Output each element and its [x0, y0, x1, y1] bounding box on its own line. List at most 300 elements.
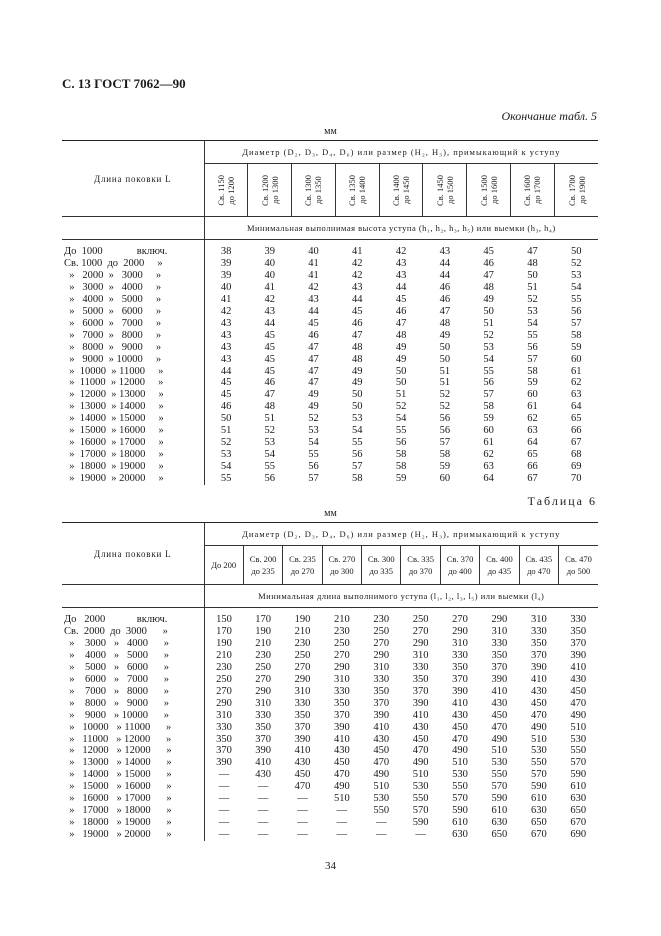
table5-unit: мм [324, 126, 337, 137]
table-row [62, 318, 598, 330]
table-cell: 570 [412, 805, 429, 817]
table-cell: 46 [308, 329, 319, 341]
table-cell: 230 [216, 661, 232, 673]
table-cell: 310 [255, 697, 271, 709]
table-cell: 550 [412, 793, 429, 805]
table-cell: 57 [527, 353, 538, 365]
table-row [62, 389, 598, 401]
range-from: Св. 1450 [434, 174, 445, 206]
table-row [62, 650, 598, 662]
table-cell: 470 [373, 757, 390, 769]
table-cell: 51 [220, 425, 232, 437]
table5-range-label [303, 175, 323, 206]
range-to: до 235 [251, 566, 275, 576]
row-length-label: » 2000 » 3000 » [62, 270, 204, 282]
table-cell: 390 [412, 697, 429, 709]
table-cell: 38 [220, 246, 232, 257]
table-cell: 45 [308, 317, 319, 329]
table-cell: 190 [294, 614, 311, 625]
table-cell: 390 [452, 685, 468, 697]
table-cell: 390 [255, 745, 271, 757]
table-cell: 490 [412, 757, 429, 769]
table-cell: 67 [527, 473, 538, 485]
table-cell: 49 [483, 293, 494, 305]
table-cell: 56 [395, 437, 407, 449]
table-cell: 56 [483, 377, 494, 389]
table-cell: 49 [308, 401, 319, 413]
table-cell: 42 [395, 246, 407, 257]
table-cell: — [218, 817, 230, 829]
table-cell: 43 [220, 317, 232, 329]
table-cell: 350 [530, 637, 547, 649]
table-cell: 470 [530, 709, 547, 721]
table-cell: 46 [483, 257, 494, 269]
table-cell: 48 [527, 257, 538, 269]
table-cell: 45 [352, 305, 363, 317]
table-continuation-caption: Окончание табл. 5 [501, 109, 597, 123]
table-row [62, 698, 598, 710]
table6-length-header: Длина поковки L [62, 523, 204, 585]
table-cell: 55 [264, 461, 275, 473]
table-cell: 450 [491, 709, 508, 721]
table-cell: 49 [395, 353, 407, 365]
table-cell: 57 [439, 437, 451, 449]
table-cell: 590 [491, 793, 508, 805]
table-row [62, 473, 598, 485]
table-cell: 56 [571, 305, 582, 317]
row-length-label: » 12000 » 12000 » [62, 745, 204, 757]
range-to: до 1300 [269, 176, 280, 204]
table-cell: — [257, 805, 269, 817]
table-cell: 550 [491, 769, 508, 781]
table-cell: 430 [530, 685, 547, 697]
table-cell: 310 [216, 709, 232, 721]
table-cell: 370 [412, 685, 429, 697]
range-from: Св. 235 [289, 554, 316, 564]
row-length-label: » 13000 » 14000 » [62, 757, 204, 769]
table-cell: 68 [571, 449, 582, 461]
row-length-label: » 11000 » 12000 » [62, 734, 204, 746]
table-cell: 50 [352, 389, 363, 401]
table-cell: 47 [395, 317, 407, 329]
table-cell: 65 [527, 449, 538, 461]
table-cell: 270 [412, 625, 429, 637]
table-cell: 39 [264, 246, 275, 257]
table-cell: 61 [527, 401, 538, 413]
table-cell: 290 [333, 661, 350, 673]
table-cell: 65 [571, 413, 582, 425]
range-from: Св. 1700 [566, 174, 577, 206]
table-cell: 51 [264, 413, 275, 425]
table-cell: 50 [439, 341, 451, 353]
table-row [62, 366, 598, 378]
table-cell: 45 [395, 293, 407, 305]
table-cell: 610 [530, 793, 547, 805]
table-cell: 490 [452, 745, 468, 757]
table-cell: — [218, 829, 230, 841]
table-cell: 410 [452, 697, 468, 709]
table-cell: 410 [373, 721, 390, 733]
table-cell: 47 [352, 329, 363, 341]
table-cell: — [336, 817, 348, 829]
table5-range-label [567, 175, 587, 206]
page-number: 34 [325, 860, 336, 872]
table-cell: 52 [220, 437, 232, 449]
table-cell: — [415, 829, 426, 841]
row-length-label: » 10000 » 11000 » [62, 722, 204, 734]
table-row [62, 377, 598, 389]
table-cell: — [257, 781, 269, 793]
table-cell: 510 [452, 757, 468, 769]
row-length-label: » 19000 » 20000 » [62, 473, 204, 485]
row-length-label: » 6000 » 7000 » [62, 318, 204, 330]
table-cell: 64 [571, 401, 582, 413]
table-cell: 40 [264, 269, 275, 281]
table-cell: 43 [352, 281, 363, 293]
row-length-label: » 15000 » 16000 » [62, 781, 204, 793]
range-to: до 270 [290, 566, 315, 576]
table-row [62, 626, 598, 638]
table-cell: 390 [570, 649, 587, 661]
table-cell: 190 [216, 637, 232, 649]
table-cell: 45 [220, 389, 232, 401]
table-cell: 39 [220, 257, 232, 269]
row-length-label: » 17000 » 18000 » [62, 805, 204, 817]
table5-range-header [248, 164, 292, 217]
row-length-label: Св. 1000 до 2000 » [62, 258, 204, 270]
row-length-label: » 8000 » 9000 » [62, 698, 204, 710]
table-cell: 470 [570, 697, 587, 709]
table-cell: 430 [333, 745, 350, 757]
table5-range-header [423, 164, 467, 217]
table-cell: 43 [395, 269, 407, 281]
table-cell: 230 [255, 649, 271, 661]
table-cell: 310 [294, 685, 311, 697]
table-row [62, 354, 598, 366]
table-cell: 550 [373, 805, 390, 817]
table5 [62, 140, 598, 485]
table6-range-header [204, 546, 243, 585]
table-cell: 270 [373, 637, 390, 649]
table-cell: 43 [220, 341, 232, 353]
table-cell: 43 [308, 293, 319, 305]
table-cell: 51 [439, 365, 451, 377]
table5-range-label [435, 175, 455, 206]
table-cell: 52 [264, 425, 275, 437]
table-cell: 46 [439, 293, 451, 305]
table-cell: 48 [483, 281, 494, 293]
table-cell: 57 [483, 389, 494, 401]
table-cell: 410 [412, 709, 429, 721]
table-cell: 510 [570, 721, 587, 733]
table-row [62, 710, 598, 722]
table-cell: 530 [412, 781, 429, 793]
table-cell: 350 [255, 721, 271, 733]
table-cell: 290 [255, 685, 271, 697]
row-length-label: » 10000 » 11000 » [62, 366, 204, 378]
table-cell: 46 [264, 377, 275, 389]
row-length-label: » 9000 » 10000 » [62, 710, 204, 722]
table-row [62, 781, 598, 793]
table-cell: 55 [395, 425, 407, 437]
table-row [62, 829, 598, 841]
table6-diameter-header: Диаметр (D₂, D₃, D₄, D₆) или размер (H₂, H₃), примыкающий к уступу [204, 523, 598, 546]
table-cell: 510 [530, 733, 547, 745]
table-row [62, 413, 598, 425]
table-cell: 330 [333, 685, 350, 697]
table5-range-label [347, 175, 367, 206]
table-cell: — [376, 817, 387, 829]
table-cell: 53 [527, 305, 538, 317]
table-cell: — [218, 781, 230, 793]
table-cell: 570 [570, 757, 587, 769]
row-length-label: » 11000 » 12000 » [62, 377, 204, 389]
table-cell: 470 [294, 781, 311, 793]
table-cell: — [257, 817, 269, 829]
range-to: до 1900 [576, 176, 587, 204]
table-cell: 61 [483, 437, 494, 449]
row-length-label: Св. 2000 до 3000 » [62, 626, 204, 638]
table-cell: 370 [255, 733, 271, 745]
table-cell: 53 [483, 341, 494, 353]
table-cell: 43 [264, 305, 275, 317]
table-cell: 550 [530, 757, 547, 769]
row-length-label: » 16000 » 17000 » [62, 793, 204, 805]
row-length-label: » 16000 » 17000 » [62, 437, 204, 449]
table-cell: 290 [491, 614, 508, 625]
table-row [62, 461, 598, 473]
table-cell: 430 [373, 733, 390, 745]
table-cell: 52 [439, 389, 451, 401]
table-cell: 58 [527, 365, 538, 377]
table-cell: 490 [491, 733, 508, 745]
table-cell: 350 [333, 697, 350, 709]
table-cell: 56 [439, 413, 451, 425]
table5-range-label [260, 175, 280, 206]
table-row [62, 437, 598, 449]
table-row [62, 638, 598, 650]
table-cell: 390 [530, 661, 547, 673]
range-from: Св. 400 [486, 554, 513, 564]
table-cell: 550 [452, 781, 468, 793]
table-cell: 390 [373, 709, 390, 721]
table-row [62, 306, 598, 318]
table-cell: 44 [264, 317, 275, 329]
table-cell: 310 [412, 649, 429, 661]
table-cell: 58 [395, 449, 407, 461]
table-cell: 50 [220, 413, 232, 425]
row-length-label: » 6000 » 7000 » [62, 674, 204, 686]
range-from: До 200 [211, 560, 237, 570]
range-from: Св. 470 [565, 554, 592, 564]
table6-subheader: Минимальная длина выполнимого уступа (l₁, l₂, l₃, l₅) или выемки (l₄) [204, 585, 598, 608]
table6-range-header [559, 546, 598, 585]
table-cell: — [297, 793, 308, 805]
table-row [62, 734, 598, 746]
table-cell: 570 [491, 781, 508, 793]
table-cell: 370 [491, 661, 508, 673]
table-cell: 41 [220, 293, 232, 305]
table-cell: 310 [491, 625, 508, 637]
table-cell: 210 [255, 637, 271, 649]
table-cell: 250 [294, 649, 311, 661]
table-cell: 40 [308, 246, 319, 257]
table-cell: 63 [483, 461, 494, 473]
table-cell: 58 [395, 461, 407, 473]
table-cell: 290 [452, 625, 468, 637]
table-cell: 55 [571, 293, 582, 305]
table-cell: 250 [216, 673, 232, 685]
table6-range-header [362, 546, 401, 585]
table-cell: 310 [373, 661, 390, 673]
table-cell: 50 [483, 305, 494, 317]
table-cell: 39 [220, 269, 232, 281]
table6-range-header [401, 546, 440, 585]
range-to: до 335 [369, 566, 393, 576]
table-cell: 450 [373, 745, 390, 757]
table-cell: 45 [220, 377, 232, 389]
table-cell: 350 [412, 673, 429, 685]
table-row [62, 608, 598, 626]
table6-range-header [283, 546, 322, 585]
table-cell: 390 [333, 721, 350, 733]
table5-range-label [522, 175, 542, 206]
range-from: Св. 370 [446, 554, 474, 564]
range-from: Св. 1200 [259, 174, 270, 206]
table-cell: 330 [373, 673, 390, 685]
table-cell: 630 [570, 793, 587, 805]
table-cell: 630 [491, 817, 508, 829]
table-cell: 670 [570, 817, 587, 829]
table-cell: 350 [491, 649, 508, 661]
table-cell: 47 [527, 246, 538, 257]
table-cell: 410 [491, 685, 508, 697]
table-cell: 44 [352, 293, 363, 305]
table-cell: 44 [395, 281, 407, 293]
table-cell: 430 [294, 757, 311, 769]
table-row [62, 674, 598, 686]
table5-range-header [511, 164, 555, 217]
table-cell: 49 [308, 389, 319, 401]
table-cell: 350 [452, 661, 468, 673]
table-cell: 47 [264, 389, 275, 401]
table-cell: 650 [570, 805, 587, 817]
table-cell: 450 [333, 757, 350, 769]
table-cell: 46 [395, 305, 407, 317]
table-row [62, 330, 598, 342]
table-cell: 270 [333, 649, 350, 661]
table-cell: 64 [527, 437, 538, 449]
range-to: до 1400 [357, 176, 368, 204]
table-cell: 50 [439, 353, 451, 365]
table-cell: 530 [373, 793, 390, 805]
table-cell: 54 [527, 317, 538, 329]
table-cell: 64 [483, 473, 494, 485]
range-from: Св. 1300 [303, 174, 314, 206]
table-cell: 60 [571, 353, 582, 365]
table-cell: 46 [220, 401, 232, 413]
table-cell: 45 [264, 353, 275, 365]
table6-range-header [322, 546, 361, 585]
table-cell: 590 [530, 781, 547, 793]
table-cell: 59 [483, 413, 494, 425]
table-cell: 370 [216, 745, 232, 757]
table-cell: — [376, 829, 387, 841]
table-cell: 56 [264, 473, 275, 485]
table6 [62, 522, 598, 841]
table6-range-header [243, 546, 282, 585]
range-to: до 1600 [488, 176, 499, 204]
table-cell: 54 [308, 437, 319, 449]
table-cell: 350 [216, 733, 232, 745]
table-cell: 470 [452, 733, 468, 745]
page-title: С. 13 ГОСТ 7062—90 [62, 76, 186, 91]
table-cell: 56 [527, 341, 538, 353]
table-cell: 41 [308, 257, 319, 269]
table5-diameter-header: Диаметр (D₂, D₃, D₄, D₆) или размер (H₂, H₃), примыкающий к уступу [204, 141, 598, 164]
table-cell: 650 [530, 817, 547, 829]
table-cell: 62 [483, 449, 494, 461]
table-cell: 58 [439, 449, 451, 461]
table-cell: 330 [412, 661, 429, 673]
table-cell: 59 [571, 341, 582, 353]
table-cell: 60 [439, 473, 451, 485]
table-cell: 48 [439, 317, 451, 329]
table-cell: 490 [530, 721, 547, 733]
range-to: до 1200 [225, 176, 236, 204]
table-cell: 52 [527, 293, 538, 305]
table-cell: 530 [530, 745, 547, 757]
table-cell: 54 [264, 449, 275, 461]
table-cell: 61 [571, 365, 582, 377]
table-cell: 430 [255, 769, 271, 781]
table6-range-header [480, 546, 519, 585]
table-cell: 55 [220, 473, 232, 485]
table-cell: 49 [352, 377, 363, 389]
table-cell: 43 [439, 246, 451, 257]
table-cell: 450 [412, 733, 429, 745]
table-cell: 52 [308, 413, 319, 425]
table-cell: 310 [333, 673, 350, 685]
table-cell: 53 [308, 425, 319, 437]
table-cell: 610 [491, 805, 508, 817]
range-from: Св. 300 [367, 554, 395, 564]
table-row [62, 686, 598, 698]
table-cell: 42 [220, 305, 232, 317]
table-cell: 230 [373, 614, 390, 625]
table-cell: 57 [352, 461, 363, 473]
table-cell: 610 [452, 817, 468, 829]
table6-spacer [62, 585, 204, 608]
table-cell: 350 [373, 685, 390, 697]
table-cell: 590 [452, 805, 468, 817]
table-cell: 370 [294, 721, 311, 733]
table-cell: 250 [333, 637, 350, 649]
table-cell: — [297, 817, 308, 829]
table-cell: 490 [333, 781, 350, 793]
table-cell: 48 [395, 329, 407, 341]
table-cell: 470 [333, 769, 350, 781]
table-cell: 490 [570, 709, 587, 721]
table-cell: 50 [395, 377, 407, 389]
table-cell: 310 [452, 637, 468, 649]
table5-subheader: Минимальная выполнимая высота уступа (h₁, h₂, h₃, h₅) или выемки (h₃, h₄) [204, 217, 598, 240]
row-length-label: » 14000 » 15000 » [62, 413, 204, 425]
table-cell: — [257, 829, 269, 841]
table-cell: 650 [491, 829, 508, 841]
table-cell: 45 [264, 365, 275, 377]
table-cell: 270 [255, 673, 271, 685]
